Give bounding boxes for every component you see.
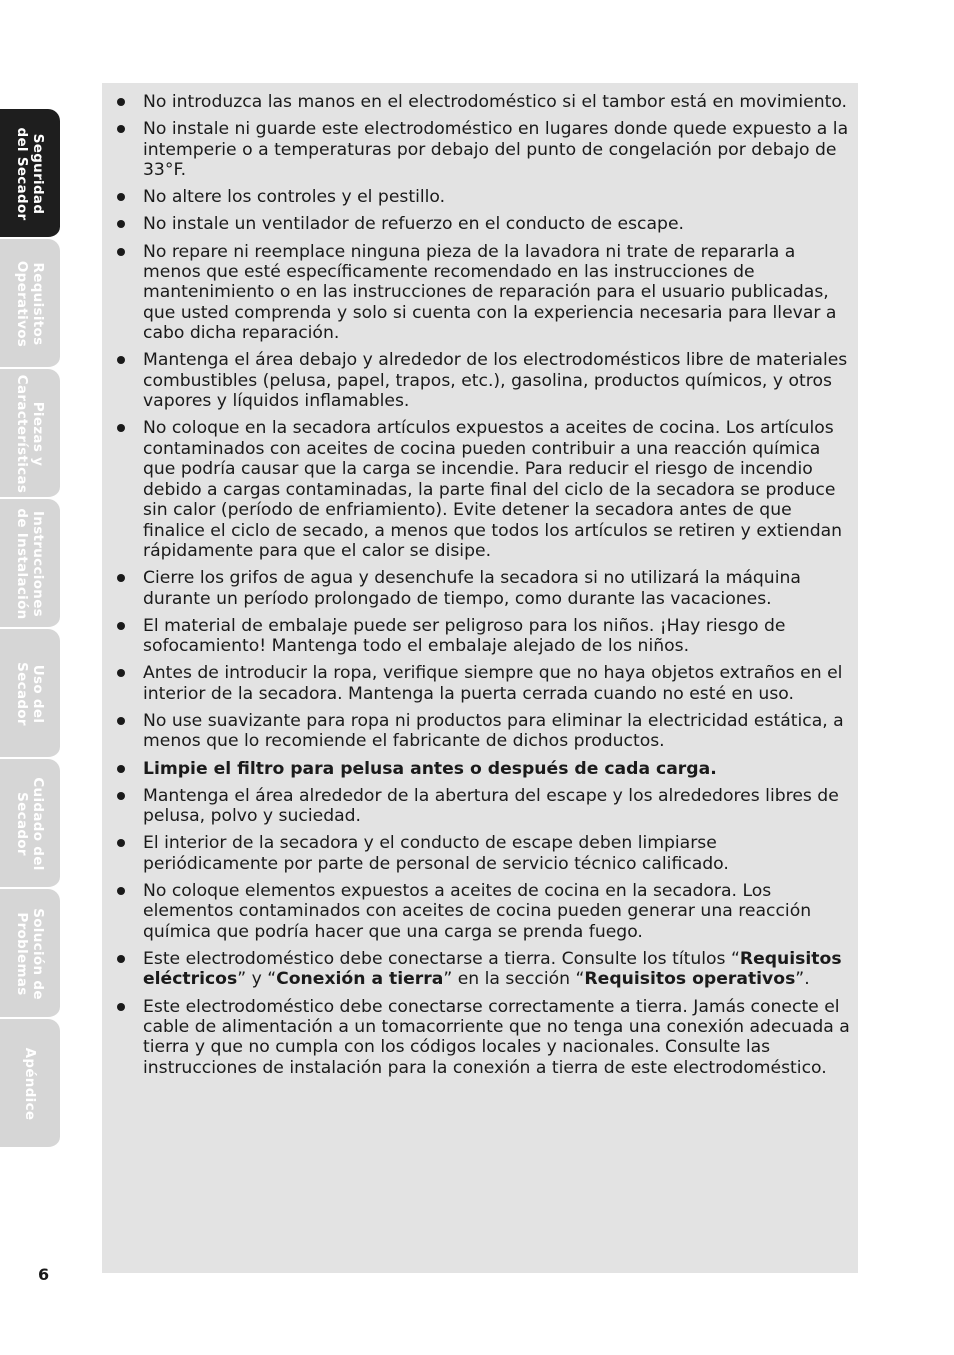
page-number: 6: [38, 1265, 50, 1284]
list-item: El interior de la secadora y el conducto de escape deben limpiarse periódicamente por parte de personal de servicio técnico calificado.: [114, 833, 850, 874]
safety-list: [114, 92, 850, 1078]
list-item: Mantenga el área debajo y alrededor de los electrodomésticos libre de materiales combustibles (pelusa, papel, trapos, etc.), gasolina, productos químicos, y otros vapores y líquidos inflamables.: [114, 350, 850, 411]
list-item: No coloque en la secadora artículos expuestos a aceites de cocina. Los artículos contaminados con aceites de cocina pueden contribuir a una reacción química que podría causar que la carga se incendie. Para reducir el riesgo de incendio debido a cargas contaminadas, la parte final del ciclo de la secadora se produce sin calor (período de enfriamiento). Evite detener la secadora antes de que finalice el ciclo de secado, a menos que todos los artículos se retiren y extiendan rápidamente para que el calor se disipe.: [114, 418, 850, 561]
tab-label: Requisitos Operativos: [14, 260, 46, 348]
tab-label: Solución de Problemas: [14, 908, 46, 1000]
list-item: El material de embalaje puede ser peligroso para los niños. ¡Hay riesgo de sofocamiento! Mantenga todo el embalaje alejado de los niños.: [114, 616, 850, 657]
list-item: No altere los controles y el pestillo.: [114, 187, 850, 207]
tab-instrucciones-de-instalacion[interactable]: [0, 499, 60, 629]
tab-apendice[interactable]: [0, 1019, 60, 1149]
tab-label: Uso del Secador: [14, 662, 46, 726]
bold-segment: Conexión a tierra: [276, 969, 444, 990]
list-item: No introduzca las manos en el electrodoméstico si el tambor está en movimiento.: [114, 92, 850, 112]
list-item: Este electrodoméstico debe conectarse correctamente a tierra. Jamás conecte el cable de alimentación a un tomacorriente que no tenga una conexión adecuada a tierra y que no cumpla con los códigos locales y nacionales. Consulte las instrucciones de instalación para la conexión a tierra de este electrodoméstico.: [114, 997, 850, 1079]
text-segment: Este electrodoméstico debe conectarse a tierra. Consulte los títulos “: [143, 948, 740, 969]
tab-seguridad-del-secador[interactable]: [0, 109, 60, 239]
list-item: No coloque elementos expuestos a aceites de cocina en la secadora. Los elementos contaminados con aceites de cocina pueden generar una reacción química que podría hacer que una carga se prenda fuego.: [114, 881, 850, 942]
list-item: No repare ni reemplace ninguna pieza de la lavadora ni trate de repararla a menos que esté específicamente recomendado en las instrucciones de mantenimiento o en las instrucciones de reparación para el usuario publicadas, que usted comprenda y solo si cuenta con la experiencia necesaria para llevar a cabo dicha reparación.: [114, 242, 850, 344]
tab-label: Instrucciones de Instalación: [14, 508, 46, 620]
tab-uso-del-secador[interactable]: [0, 629, 60, 759]
list-item-bold: Limpie el filtro para pelusa antes o después de cada carga.: [114, 759, 850, 779]
list-item: No instale un ventilador de refuerzo en el conducto de escape.: [114, 214, 850, 234]
tab-piezas-y-caracteristicas[interactable]: [0, 369, 60, 499]
list-item: No use suavizante para ropa ni productos para eliminar la electricidad estática, a menos que lo recomiende el fabricante de dichos productos.: [114, 711, 850, 752]
text-segment: ” en la sección “: [443, 969, 585, 990]
tab-label: Cuidado del Secador: [14, 777, 46, 871]
section-tabs: [0, 109, 60, 1149]
tab-label: Apéndice: [22, 1047, 38, 1121]
tab-label: Piezas y Características: [14, 374, 46, 494]
list-item: [114, 949, 850, 990]
bold-segment: Requisitos eléctricos: [143, 948, 842, 990]
tab-requisitos-operativos[interactable]: [0, 239, 60, 369]
list-item: Cierre los grifos de agua y desenchufe la secadora si no utilizará la máquina durante un período prolongado de tiempo, como durante las vacaciones.: [114, 568, 850, 609]
safety-instructions-panel: [102, 83, 858, 1273]
list-item: Mantenga el área alrededor de la abertura del escape y los alrededores libres de pelusa, polvo y suciedad.: [114, 786, 850, 827]
bold-segment: Requisitos operativos: [584, 969, 796, 990]
tab-solucion-de-problemas[interactable]: [0, 889, 60, 1019]
text-segment: ”.: [795, 969, 810, 990]
text-segment: ” y “: [237, 969, 277, 990]
list-item: Antes de introducir la ropa, verifique siempre que no haya objetos extraños en el interior de la secadora. Mantenga la puerta cerrada cuando no esté en uso.: [114, 663, 850, 704]
tab-cuidado-del-secador[interactable]: [0, 759, 60, 889]
list-item: No instale ni guarde este electrodoméstico en lugares donde quede expuesto a la intemperie o a temperaturas por debajo del punto de congelación por debajo de 33°F.: [114, 119, 850, 180]
tab-label: Seguridad del Secador: [14, 127, 46, 221]
